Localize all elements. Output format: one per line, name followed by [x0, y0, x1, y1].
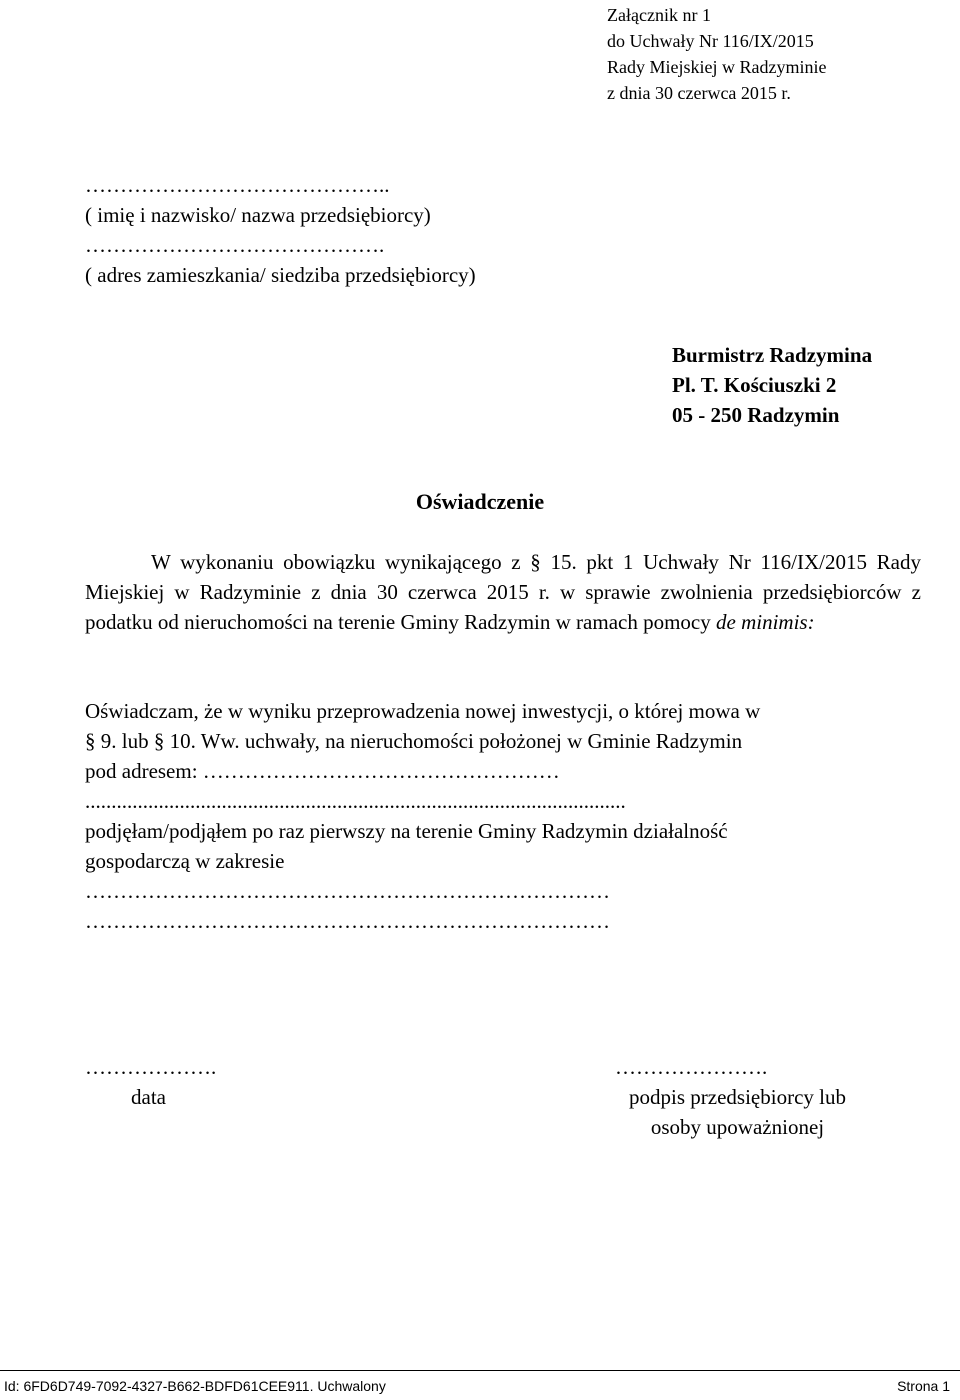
- page-number: Strona 1: [897, 1378, 950, 1394]
- address-label: pod adresem:: [85, 759, 198, 783]
- paragraph-declaration: [85, 696, 921, 876]
- scope-dots-row-2[interactable]: …………………………………………………………………: [85, 909, 610, 933]
- sender-block: [85, 170, 476, 290]
- signature-dots[interactable]: ………………….: [615, 1055, 768, 1079]
- sender-name-label: ( imię i nazwisko/ nazwa przedsiębiorcy): [85, 203, 431, 227]
- declaration-line-6: gospodarczą w zakresie: [85, 849, 285, 873]
- address-dots-continued[interactable]: .......................................................................................................: [85, 789, 626, 813]
- recipient-block: [672, 340, 872, 430]
- recipient-line-3: 05 - 250 Radzymin: [672, 403, 840, 427]
- declaration-line-1: Oświadczam, że w wyniku przeprowadzenia nowej inwestycji, o której mowa w: [85, 699, 761, 723]
- date-dots[interactable]: ……………….: [85, 1055, 217, 1079]
- sender-address-dots[interactable]: …………………………………….: [85, 233, 385, 257]
- document-id: Id: 6FD6D749-7092-4327-B662-BDFD61CEE911. Uchwalony: [4, 1378, 386, 1394]
- date-label: data: [131, 1085, 166, 1109]
- paragraph-legal-basis-italic: de minimis:: [716, 610, 815, 634]
- annex-line-2: do Uchwały Nr 116/IX/2015: [607, 31, 814, 51]
- signature-label-2: osoby upoważnionej: [650, 1115, 825, 1139]
- recipient-line-2: Pl. T. Kościuszki 2: [672, 373, 837, 397]
- paragraph-legal-basis-text: W wykonaniu obowiązku wynikającego z § 15. pkt 1 Uchwały Nr 116/IX/2015 Rady Miejskiej w Radzyminie z dnia 30 czerwca 2015 r. w sprawie zwolnienia przedsiębiorców z podatku od nieruchomości na terenie Gminy Radzymin w ramach pomocy: [85, 550, 921, 634]
- address-dots[interactable]: ……………………………………………: [202, 759, 560, 783]
- annex-header: [607, 2, 826, 106]
- signature-block: [605, 1052, 870, 1142]
- declaration-line-3: [85, 756, 921, 786]
- paragraph-legal-basis: [85, 547, 921, 637]
- document-title: Oświadczenie: [415, 489, 545, 514]
- scope-dots-row-1[interactable]: …………………………………………………………………: [85, 879, 610, 903]
- declaration-line-2: § 9. lub § 10. Ww. uchwały, na nieruchomości położonej w Gminie Radzymin: [85, 729, 743, 753]
- sender-address-label: ( adres zamieszkania/ siedziba przedsiębiorcy): [85, 263, 476, 287]
- annex-line-3: Rady Miejskiej w Radzyminie: [607, 57, 827, 77]
- page-footer: [0, 1370, 960, 1400]
- signature-label-1: podpis przedsiębiorcy lub: [629, 1085, 846, 1109]
- signature-date-block: [85, 1052, 216, 1112]
- annex-line-1: Załącznik nr 1: [607, 5, 711, 25]
- sender-name-dots[interactable]: ……………………………………..: [85, 173, 390, 197]
- recipient-line-1: Burmistrz Radzymina: [672, 343, 873, 367]
- declaration-line-5: podjęłam/podjąłem po raz pierwszy na terenie Gminy Radzymin działalność: [85, 819, 728, 843]
- annex-line-4: z dnia 30 czerwca 2015 r.: [607, 83, 791, 103]
